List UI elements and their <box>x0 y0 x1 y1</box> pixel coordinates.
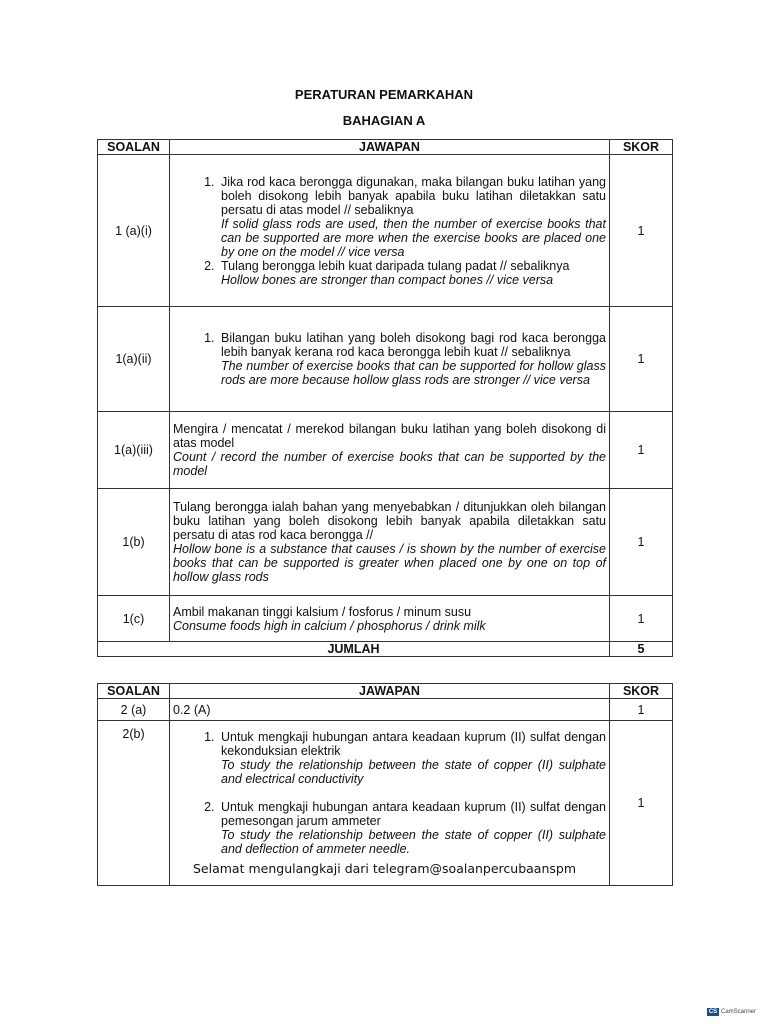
table-row <box>98 596 673 642</box>
table-row <box>98 307 673 412</box>
score: 1 <box>610 699 673 721</box>
answer-malay: 1. Untuk mengkaji hubungan antara keadaan kuprum (II) sulfat dengan kekonduksian elektrik <box>221 730 606 758</box>
section-title: BAHAGIAN A <box>342 113 426 128</box>
answer-english: Hollow bone is a substance that causes / is shown by the number of exercise books that can be supported is greater when placed one by one on top of hollow glass rods <box>173 542 606 584</box>
table-row <box>98 155 673 307</box>
answer-cell <box>170 155 610 307</box>
table-header <box>98 684 673 699</box>
score: 1 <box>610 489 673 596</box>
answer-malay: Tulang berongga ialah bahan yang menyebabkan / ditunjukkan oleh bilangan buku latihan yang boleh disokong lebih banyak apabila diletakkan satu persatu di atas rod kaca berongga // <box>173 500 606 542</box>
total-row <box>98 642 673 657</box>
header-skor: SKOR <box>610 140 673 155</box>
question-number: 1(c) <box>98 596 170 642</box>
question-number: 1(b) <box>98 489 170 596</box>
header-jawapan: JAWAPAN <box>170 140 610 155</box>
answer-cell <box>170 596 610 642</box>
answer-english: Count / record the number of exercise books that can be supported by the model <box>173 450 606 478</box>
camscanner-logo-icon: CS <box>708 1009 718 1015</box>
table-row <box>98 489 673 596</box>
answer-english: To study the relationship between the state of copper (II) sulphate and electrical conductivity <box>221 758 606 786</box>
table-row <box>98 699 673 721</box>
total-label: JUMLAH <box>98 642 610 657</box>
header-soalan: SOALAN <box>98 684 170 699</box>
question-number: 2 (a) <box>98 699 170 721</box>
answer-malay: Mengira / mencatat / merekod bilangan buku latihan yang boleh disokong di atas model <box>173 422 606 450</box>
answer-english: To study the relationship between the state of copper (II) sulphate and deflection of ammeter needle. <box>221 828 606 856</box>
answer-malay: 1. Bilangan buku latihan yang boleh disokong bagi rod kaca berongga lebih banyak kerana rod kaca berongga lebih kuat // sebaliknya <box>221 331 606 359</box>
question-number: 1(a)(iii) <box>98 412 170 489</box>
table-row <box>98 721 673 886</box>
table-header <box>98 140 673 155</box>
score: 1 <box>610 307 673 412</box>
header-jawapan: JAWAPAN <box>170 684 610 699</box>
answer-item <box>218 331 606 387</box>
answer-item <box>218 175 606 259</box>
question-number: 1(a)(ii) <box>98 307 170 412</box>
page-title: PERATURAN PEMARKAHAN <box>294 87 474 102</box>
telegram-footer: Selamat mengulangkaji dari telegram@soalanpercubaanspm <box>193 861 577 876</box>
answer-malay: 1. Jika rod kaca berongga digunakan, maka bilangan buku latihan yang boleh disokong lebih banyak apabila buku latihan diletakkan satu persatu di atas model // sebaliknya <box>221 174 606 217</box>
answer-cell: 0.2 (A) <box>170 699 610 721</box>
answer-item <box>218 800 606 856</box>
answer-item <box>218 259 606 287</box>
answer-english: Consume foods high in calcium / phosphorus / drink milk <box>173 618 486 633</box>
marking-table-1 <box>97 139 673 657</box>
question-number: 1 (a)(i) <box>98 155 170 307</box>
answer-cell <box>170 412 610 489</box>
answer-malay: 2. Untuk mengkaji hubungan antara keadaan kuprum (II) sulfat dengan pemesongan jarum ammeter <box>221 800 606 828</box>
score: 1 <box>610 412 673 489</box>
score: 1 <box>610 155 673 307</box>
answer-cell <box>170 721 610 886</box>
answer-malay: 2. Tulang berongga lebih kuat daripada tulang padat // sebaliknya <box>221 258 570 273</box>
table-row <box>98 412 673 489</box>
answer-item <box>218 730 606 786</box>
camscanner-text: CamScanner <box>720 1009 756 1015</box>
total-value: 5 <box>610 642 673 657</box>
answer-malay: Ambil makanan tinggi kalsium / fosforus / minum susu <box>173 604 472 619</box>
score: 1 <box>610 721 673 886</box>
camscanner-watermark <box>707 1008 756 1016</box>
answer-english: If solid glass rods are used, then the number of exercise books that can be supported are more when the exercise books are placed one by one on the model // vice versa <box>221 216 606 259</box>
answer-english: The number of exercise books that can be supported for hollow glass rods are more because hollow glass rods are stronger // vice versa <box>221 359 606 387</box>
answer-cell <box>170 489 610 596</box>
marking-table-2 <box>97 683 673 886</box>
score: 1 <box>610 596 673 642</box>
answer-english: Hollow bones are stronger than compact bones // vice versa <box>221 272 554 287</box>
header-skor: SKOR <box>610 684 673 699</box>
header-soalan: SOALAN <box>98 140 170 155</box>
answer-cell <box>170 307 610 412</box>
question-number: 2(b) <box>98 721 170 886</box>
